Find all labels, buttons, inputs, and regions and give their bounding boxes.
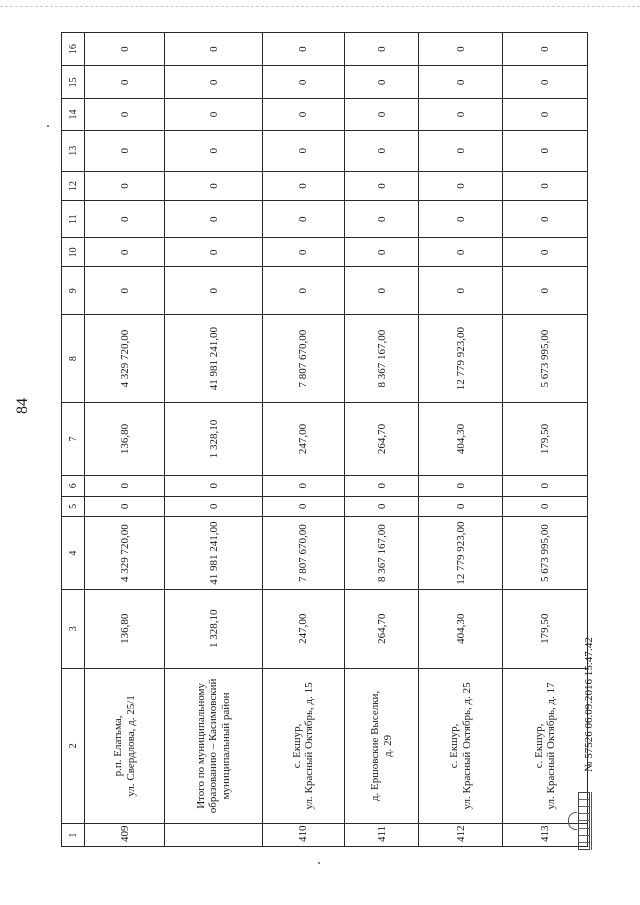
- scan-speck: [47, 125, 49, 127]
- row-number-cell: 410: [262, 824, 344, 847]
- page-number: 84: [14, 398, 31, 414]
- value-cell-c4: 41 981 241,00: [165, 517, 263, 590]
- value-cell-c15: 0: [85, 66, 165, 99]
- value-cell-c12: 0: [165, 172, 263, 201]
- value-cell-c11: 0: [418, 201, 503, 238]
- value-cell-c8: 7 807 670,00: [262, 315, 344, 403]
- value-cell-c3: 247,00: [262, 589, 344, 668]
- value-cell-c10: 0: [418, 238, 503, 267]
- value-cell-c8: 8 367 167,00: [345, 315, 419, 403]
- value-cell-c16: 0: [418, 33, 503, 66]
- column-header: 2: [62, 668, 85, 824]
- column-header: 5: [62, 496, 85, 517]
- value-cell-c9: 0: [165, 267, 263, 315]
- value-cell-c13: 0: [85, 130, 165, 171]
- value-cell-c3: 179,50: [503, 589, 588, 668]
- value-cell-c16: 0: [165, 33, 263, 66]
- value-cell-c6: 0: [345, 475, 419, 496]
- table-row: [503, 33, 588, 847]
- value-cell-c10: 0: [85, 238, 165, 267]
- value-cell-c10: 0: [503, 238, 588, 267]
- scan-edge-line: [0, 6, 640, 7]
- value-cell-c4: 4 329 720,00: [85, 517, 165, 590]
- document-registration-id: № 57526 06.09.2016 15:47:42: [583, 637, 595, 772]
- address-line: д. Ершовские Выселки,: [368, 690, 381, 802]
- column-header: 14: [62, 99, 85, 130]
- column-header: 12: [62, 172, 85, 201]
- value-cell-c13: 0: [345, 130, 419, 171]
- value-cell-c7: 247,00: [262, 403, 344, 476]
- value-cell-c3: 264,70: [345, 589, 419, 668]
- value-cell-c8: 4 329 720,00: [85, 315, 165, 403]
- value-cell-c15: 0: [262, 66, 344, 99]
- value-cell-c13: 0: [165, 130, 263, 171]
- address-line: с. Екшур,: [447, 723, 460, 769]
- row-number-cell: 411: [345, 824, 419, 847]
- value-cell-c8: 5 673 995,00: [503, 315, 588, 403]
- value-cell-c12: 0: [418, 172, 503, 201]
- value-cell-c14: 0: [85, 99, 165, 130]
- value-cell-c7: 404,30: [418, 403, 503, 476]
- value-cell-c8: 41 981 241,00: [165, 315, 263, 403]
- column-header: 10: [62, 238, 85, 267]
- column-header: 1: [62, 824, 85, 847]
- value-cell-c6: 0: [165, 475, 263, 496]
- column-header: 11: [62, 201, 85, 238]
- value-cell-c6: 0: [85, 475, 165, 496]
- value-cell-c5: 0: [345, 496, 419, 517]
- value-cell-c12: 0: [262, 172, 344, 201]
- value-cell-c15: 0: [165, 66, 263, 99]
- value-cell-c3: 136,80: [85, 589, 165, 668]
- value-cell-c13: 0: [262, 130, 344, 171]
- value-cell-c15: 0: [503, 66, 588, 99]
- value-cell-c9: 0: [262, 267, 344, 315]
- address-cell: [165, 668, 263, 824]
- value-cell-c16: 0: [85, 33, 165, 66]
- value-cell-c10: 0: [262, 238, 344, 267]
- column-header: 7: [62, 403, 85, 476]
- column-header: 4: [62, 517, 85, 590]
- value-cell-c11: 0: [345, 201, 419, 238]
- table-row: [262, 33, 344, 847]
- row-number-cell: 413: [503, 824, 588, 847]
- value-cell-c13: 0: [503, 130, 588, 171]
- value-cell-c12: 0: [503, 172, 588, 201]
- data-table: [61, 32, 588, 847]
- address-line: ул. Красный Октябрь, д. 17: [545, 682, 558, 810]
- stamp-box: [578, 792, 590, 850]
- value-cell-c14: 0: [345, 99, 419, 130]
- stamp-cap-shape: [568, 812, 577, 830]
- address-line: ул. Красный Октябрь, д. 25: [460, 682, 473, 810]
- value-cell-c3: 404,30: [418, 589, 503, 668]
- value-cell-c7: 1 328,10: [165, 403, 263, 476]
- address-line: муниципальный район: [219, 692, 232, 800]
- value-cell-c7: 264,70: [345, 403, 419, 476]
- value-cell-c11: 0: [503, 201, 588, 238]
- header-row: [62, 33, 85, 847]
- value-cell-c5: 0: [165, 496, 263, 517]
- address-line: ул. Свердлова, д. 25/1: [124, 695, 137, 797]
- value-cell-c12: 0: [85, 172, 165, 201]
- value-cell-c13: 0: [418, 130, 503, 171]
- value-cell-c9: 0: [345, 267, 419, 315]
- address-line: ул. Красный Октябрь, д. 15: [303, 682, 316, 810]
- value-cell-c11: 0: [85, 201, 165, 238]
- value-cell-c16: 0: [345, 33, 419, 66]
- column-header: 13: [62, 130, 85, 171]
- address-cell: [85, 668, 165, 824]
- rotated-table-wrapper: [61, 32, 588, 847]
- value-cell-c15: 0: [418, 66, 503, 99]
- value-cell-c4: 8 367 167,00: [345, 517, 419, 590]
- column-header: 16: [62, 33, 85, 66]
- address-cell: [418, 668, 503, 824]
- stamp-underline: [591, 792, 592, 850]
- row-number-cell: 412: [418, 824, 503, 847]
- value-cell-c9: 0: [503, 267, 588, 315]
- column-header: 6: [62, 475, 85, 496]
- value-cell-c12: 0: [345, 172, 419, 201]
- address-line: образованию – Касимовский: [207, 678, 220, 814]
- value-cell-c16: 0: [262, 33, 344, 66]
- address-line: с. Екшур,: [532, 723, 545, 769]
- value-cell-c14: 0: [165, 99, 263, 130]
- address-line: д. 29: [381, 734, 394, 757]
- row-number-cell: [165, 824, 263, 847]
- table-row: [418, 33, 503, 847]
- registry-stamp: [574, 790, 598, 850]
- value-cell-c7: 136,80: [85, 403, 165, 476]
- value-cell-c4: 12 779 923,00: [418, 517, 503, 590]
- value-cell-c3: 1 328,10: [165, 589, 263, 668]
- value-cell-c4: 5 673 995,00: [503, 517, 588, 590]
- value-cell-c8: 12 779 923,00: [418, 315, 503, 403]
- table-row: [165, 33, 263, 847]
- value-cell-c5: 0: [85, 496, 165, 517]
- column-header: 3: [62, 589, 85, 668]
- value-cell-c11: 0: [165, 201, 263, 238]
- scan-speck: [318, 862, 320, 864]
- address-line: р.п. Елатьма,: [111, 715, 124, 777]
- value-cell-c16: 0: [503, 33, 588, 66]
- value-cell-c10: 0: [345, 238, 419, 267]
- value-cell-c14: 0: [418, 99, 503, 130]
- value-cell-c11: 0: [262, 201, 344, 238]
- value-cell-c6: 0: [503, 475, 588, 496]
- address-line: с. Екшур,: [290, 723, 303, 769]
- address-line: Итого по муниципальному: [194, 683, 207, 809]
- value-cell-c9: 0: [85, 267, 165, 315]
- value-cell-c6: 0: [262, 475, 344, 496]
- table-row: [85, 33, 165, 847]
- column-header: 8: [62, 315, 85, 403]
- value-cell-c5: 0: [503, 496, 588, 517]
- table-row: [345, 33, 419, 847]
- value-cell-c6: 0: [418, 475, 503, 496]
- column-header: 15: [62, 66, 85, 99]
- value-cell-c9: 0: [418, 267, 503, 315]
- value-cell-c7: 179,50: [503, 403, 588, 476]
- column-header: 9: [62, 267, 85, 315]
- row-number-cell: 409: [85, 824, 165, 847]
- value-cell-c14: 0: [262, 99, 344, 130]
- value-cell-c10: 0: [165, 238, 263, 267]
- value-cell-c15: 0: [345, 66, 419, 99]
- address-cell: [262, 668, 344, 824]
- value-cell-c4: 7 807 670,00: [262, 517, 344, 590]
- value-cell-c5: 0: [262, 496, 344, 517]
- value-cell-c14: 0: [503, 99, 588, 130]
- value-cell-c5: 0: [418, 496, 503, 517]
- table-body: [85, 33, 588, 847]
- address-cell: [345, 668, 419, 824]
